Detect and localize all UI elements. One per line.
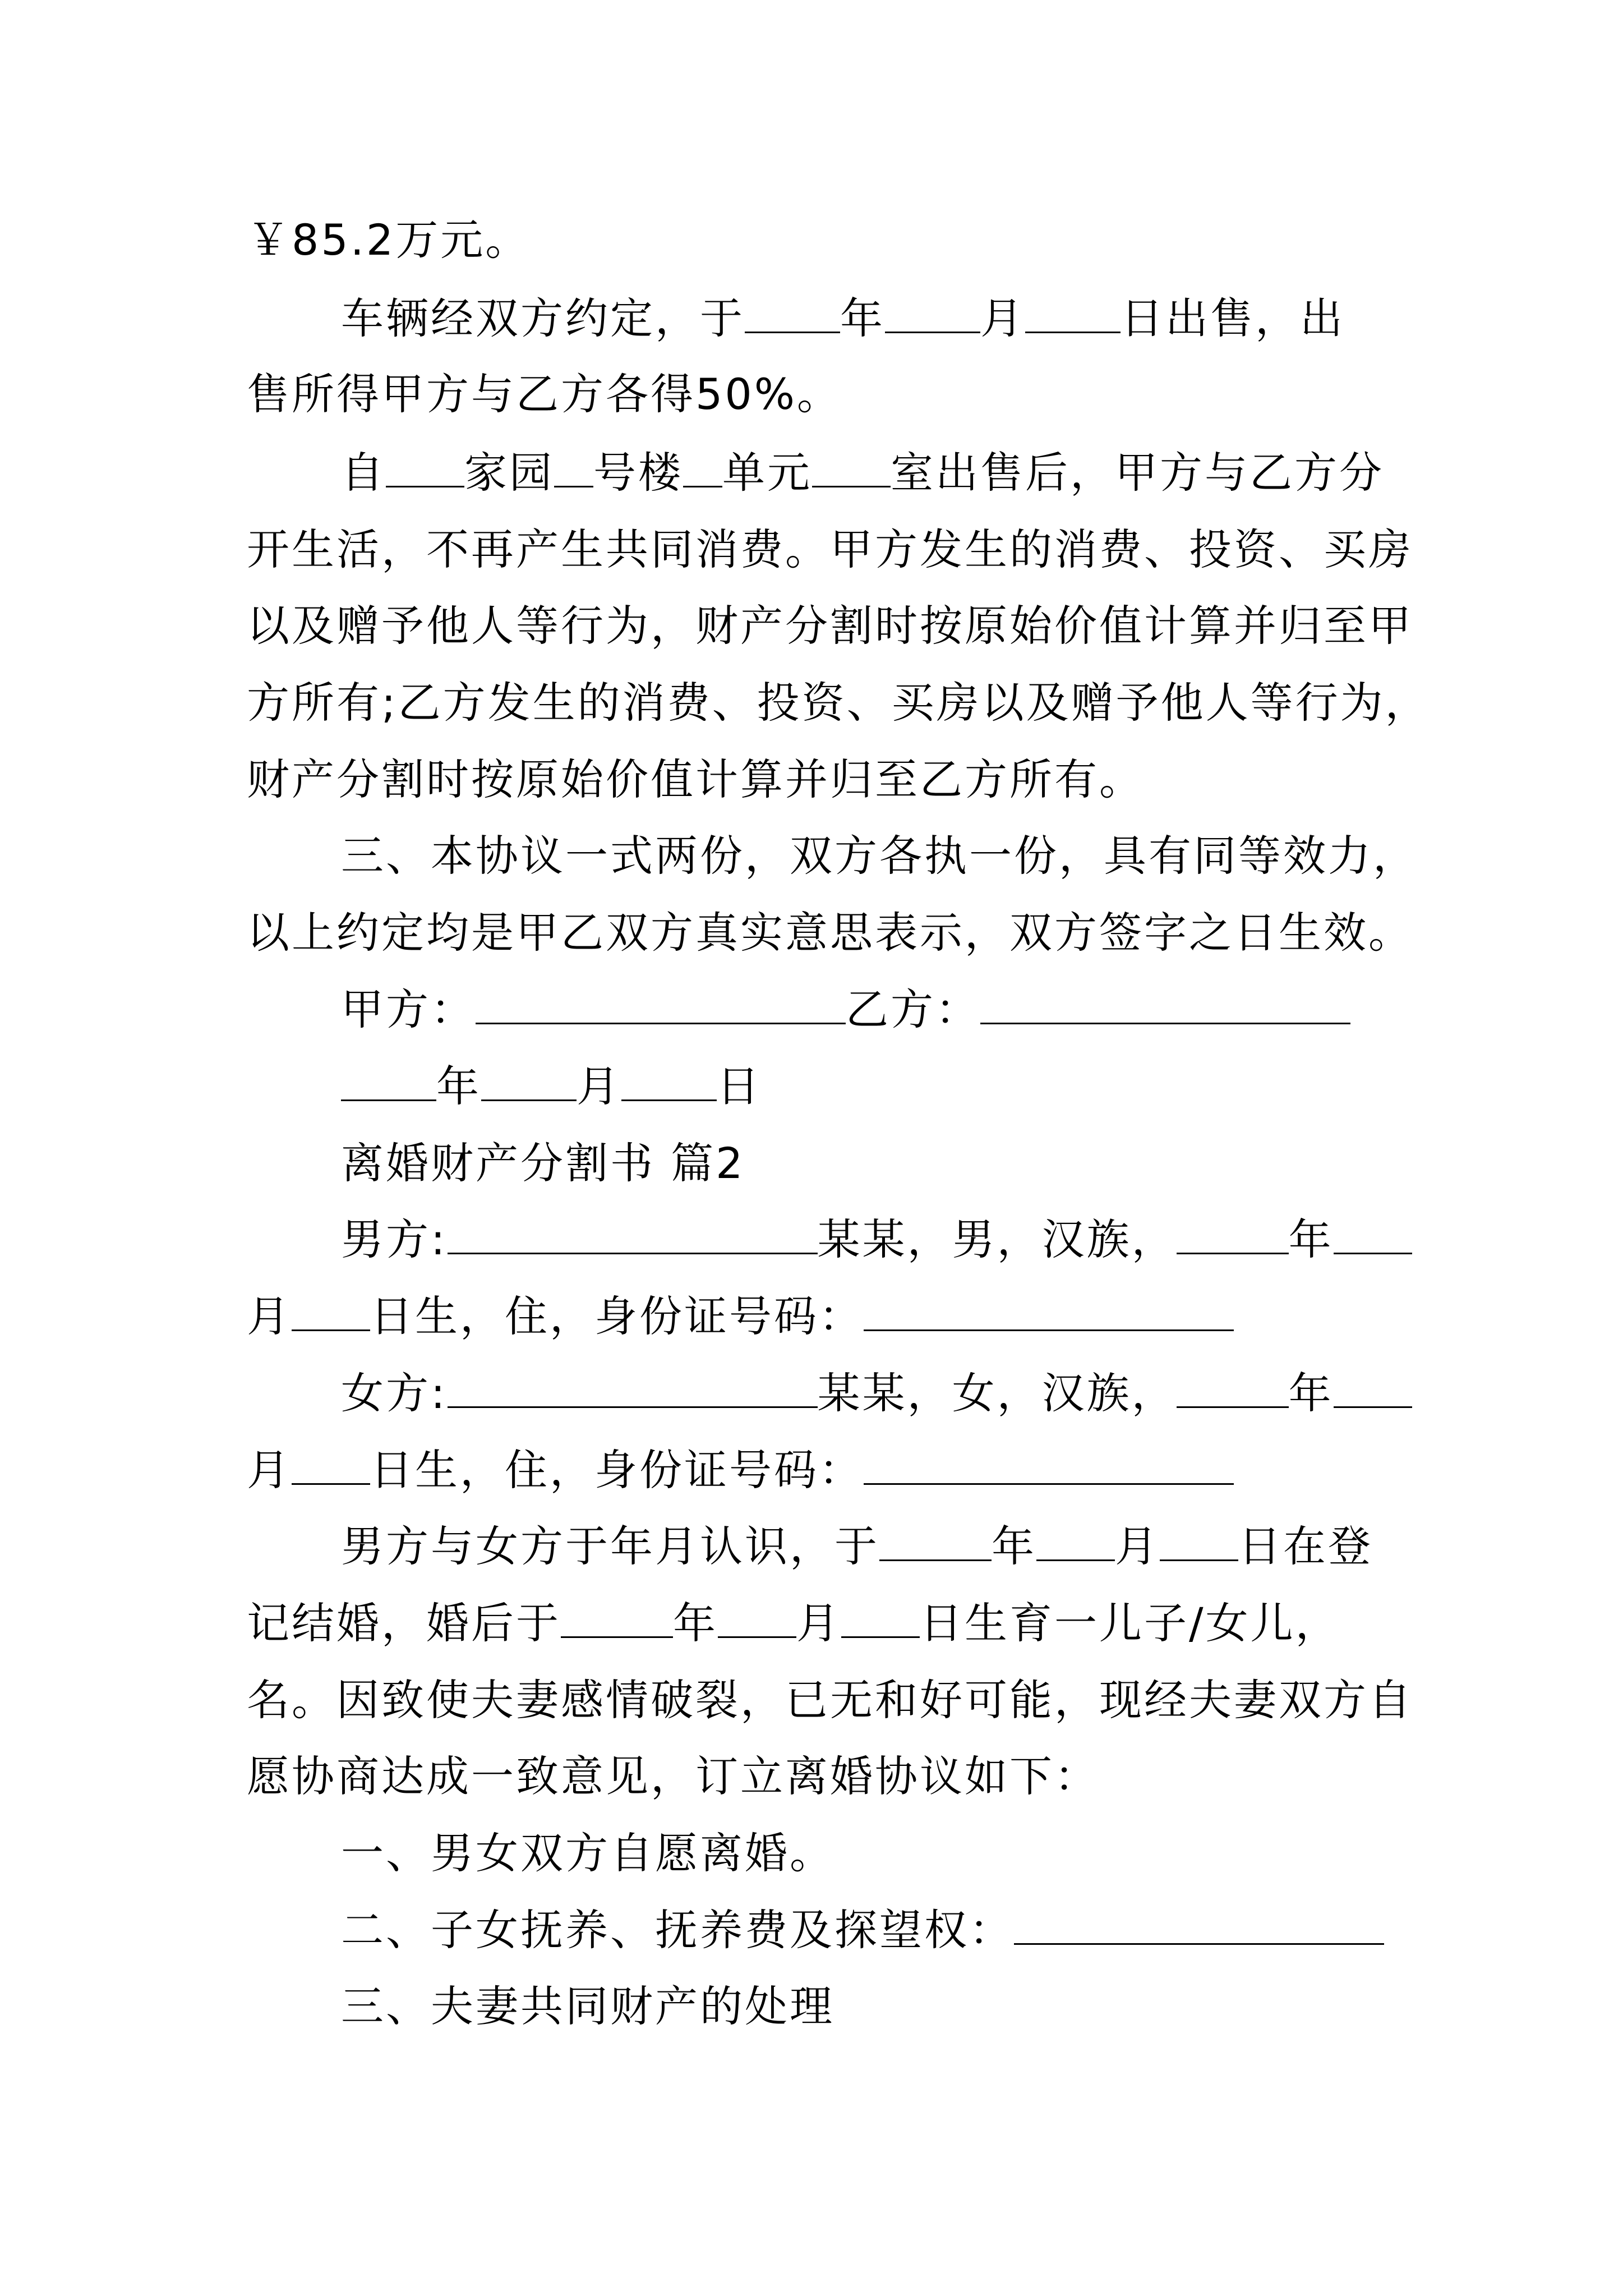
- text: 开生活，不再产生共同消费。甲方发生的消费、投资、买房: [247, 524, 1413, 574]
- text: 三、夫妻共同财产的处理: [341, 1981, 834, 2031]
- blank-underline: [292, 1290, 370, 1331]
- text: 月: [980, 293, 1025, 343]
- text-line: [341, 1212, 1412, 1268]
- blank-underline: [476, 983, 846, 1024]
- text: 以上约定均是甲乙双方真实意思表示，双方签字之日生效。: [247, 908, 1413, 958]
- blank-underline: [1334, 1213, 1412, 1254]
- blank-underline: [448, 1367, 818, 1408]
- text: 以及赠予他人等行为，财产分割时按原始价值计算并归至甲: [247, 601, 1413, 651]
- blank-underline: [386, 447, 464, 487]
- blank-underline: [448, 1213, 818, 1254]
- text: 月: [1115, 1521, 1160, 1571]
- date-line: [341, 1059, 762, 1115]
- blank-underline: [1177, 1367, 1289, 1408]
- blank-underline: [292, 1444, 370, 1485]
- text: 年: [673, 1598, 718, 1648]
- text: ￥85.2万元。: [247, 215, 531, 265]
- blank-underline: [621, 1060, 717, 1101]
- text: 三、本协议一式两份，双方各执一份，具有同等效力，: [341, 831, 1418, 881]
- text: 号楼: [593, 448, 683, 498]
- text: 财产分割时按原始价值计算并归至乙方所有。: [247, 754, 1144, 804]
- text-line: [341, 1519, 1373, 1575]
- text: 二、子女抚养、抚养费及探望权：: [341, 1905, 1014, 1955]
- text: 家园: [464, 448, 554, 498]
- text: 女方:: [341, 1368, 448, 1418]
- blank-underline: [864, 1444, 1234, 1485]
- text: 愿协商达成一致意见，订立离婚协议如下：: [247, 1751, 1099, 1801]
- text: 日生育一儿子/女儿，: [920, 1598, 1340, 1648]
- text-line: [247, 905, 1413, 961]
- text: 年: [1288, 1214, 1334, 1264]
- text: 男方与女方于年月认识，于: [341, 1521, 879, 1571]
- text: 年: [992, 1521, 1036, 1571]
- blank-underline: [879, 1520, 992, 1561]
- text: 日: [717, 1061, 762, 1111]
- blank-underline: [718, 1597, 796, 1638]
- text: 名。因致使夫妻感情破裂，已无和好可能，现经夫妻双方自: [247, 1675, 1413, 1725]
- blank-underline: [683, 447, 722, 487]
- blank-underline: [864, 1290, 1234, 1331]
- blank-underline: [1014, 1904, 1384, 1945]
- blank-underline: [1025, 292, 1121, 333]
- text: 日生，住，身份证号码：: [370, 1291, 864, 1341]
- text: 月: [577, 1061, 621, 1111]
- text-line: [247, 1595, 1340, 1651]
- blank-underline: [812, 447, 891, 487]
- text: 日在登: [1238, 1521, 1373, 1571]
- blank-underline: [885, 292, 980, 333]
- text-line: [341, 445, 1384, 501]
- text-line: [247, 675, 1430, 731]
- blank-underline: [561, 1597, 673, 1638]
- text: 年: [436, 1061, 481, 1111]
- text: 年: [1288, 1368, 1334, 1418]
- text: 月: [796, 1598, 841, 1648]
- text-line: [341, 1365, 1412, 1421]
- text: 月: [247, 1445, 292, 1495]
- text: 日生，住，身份证号码：: [370, 1445, 864, 1495]
- text: 一、男女双方自愿离婚。: [341, 1828, 834, 1878]
- blank-underline: [980, 983, 1350, 1024]
- text-line: [247, 522, 1413, 578]
- text: 室出售后，甲方与乙方分: [891, 448, 1384, 498]
- text-line: [247, 1289, 1234, 1345]
- blank-underline: [1036, 1520, 1115, 1561]
- text: 记结婚，婚后于: [247, 1598, 561, 1648]
- text-line: [247, 1442, 1234, 1498]
- text: 男方:: [341, 1214, 448, 1264]
- text-line: [247, 752, 1144, 808]
- text-line: [341, 291, 1345, 347]
- text: 售所得甲方与乙方各得50%。: [247, 369, 842, 419]
- blank-underline: [481, 1060, 577, 1101]
- text: 车辆经双方约定，于: [341, 293, 745, 343]
- text-line: [247, 1749, 1099, 1805]
- text: 日出售，出: [1121, 293, 1345, 343]
- blank-underline: [745, 292, 840, 333]
- text: 某某，男，汉族，: [817, 1214, 1177, 1264]
- blank-underline: [1177, 1213, 1289, 1254]
- blank-underline: [1160, 1520, 1238, 1561]
- text-line: [247, 366, 842, 422]
- blank-underline: [1334, 1367, 1412, 1408]
- text: 月: [247, 1291, 292, 1341]
- blank-underline: [341, 1060, 436, 1101]
- text-line: [247, 598, 1413, 654]
- list-item: [341, 1902, 1384, 1958]
- party-b-label: 乙方：: [846, 984, 980, 1034]
- text-line: [341, 828, 1418, 884]
- text: 方所有;乙方发生的消费、投资、买房以及赠予他人等行为，: [247, 678, 1430, 728]
- blank-underline: [841, 1597, 920, 1638]
- text: 自: [341, 448, 386, 498]
- section-title: [341, 1135, 745, 1191]
- signature-line: [341, 982, 1350, 1038]
- list-item: [341, 1978, 834, 2035]
- text-line: [247, 1672, 1413, 1728]
- text: 某某，女，汉族，: [817, 1368, 1177, 1418]
- text: 年: [840, 293, 885, 343]
- section-title-text: 离婚财产分割书 篇2: [341, 1138, 745, 1188]
- blank-underline: [554, 447, 593, 487]
- text: 单元: [722, 448, 812, 498]
- list-item: [341, 1825, 834, 1881]
- text-line: [247, 212, 530, 268]
- party-a-label: 甲方：: [341, 984, 476, 1034]
